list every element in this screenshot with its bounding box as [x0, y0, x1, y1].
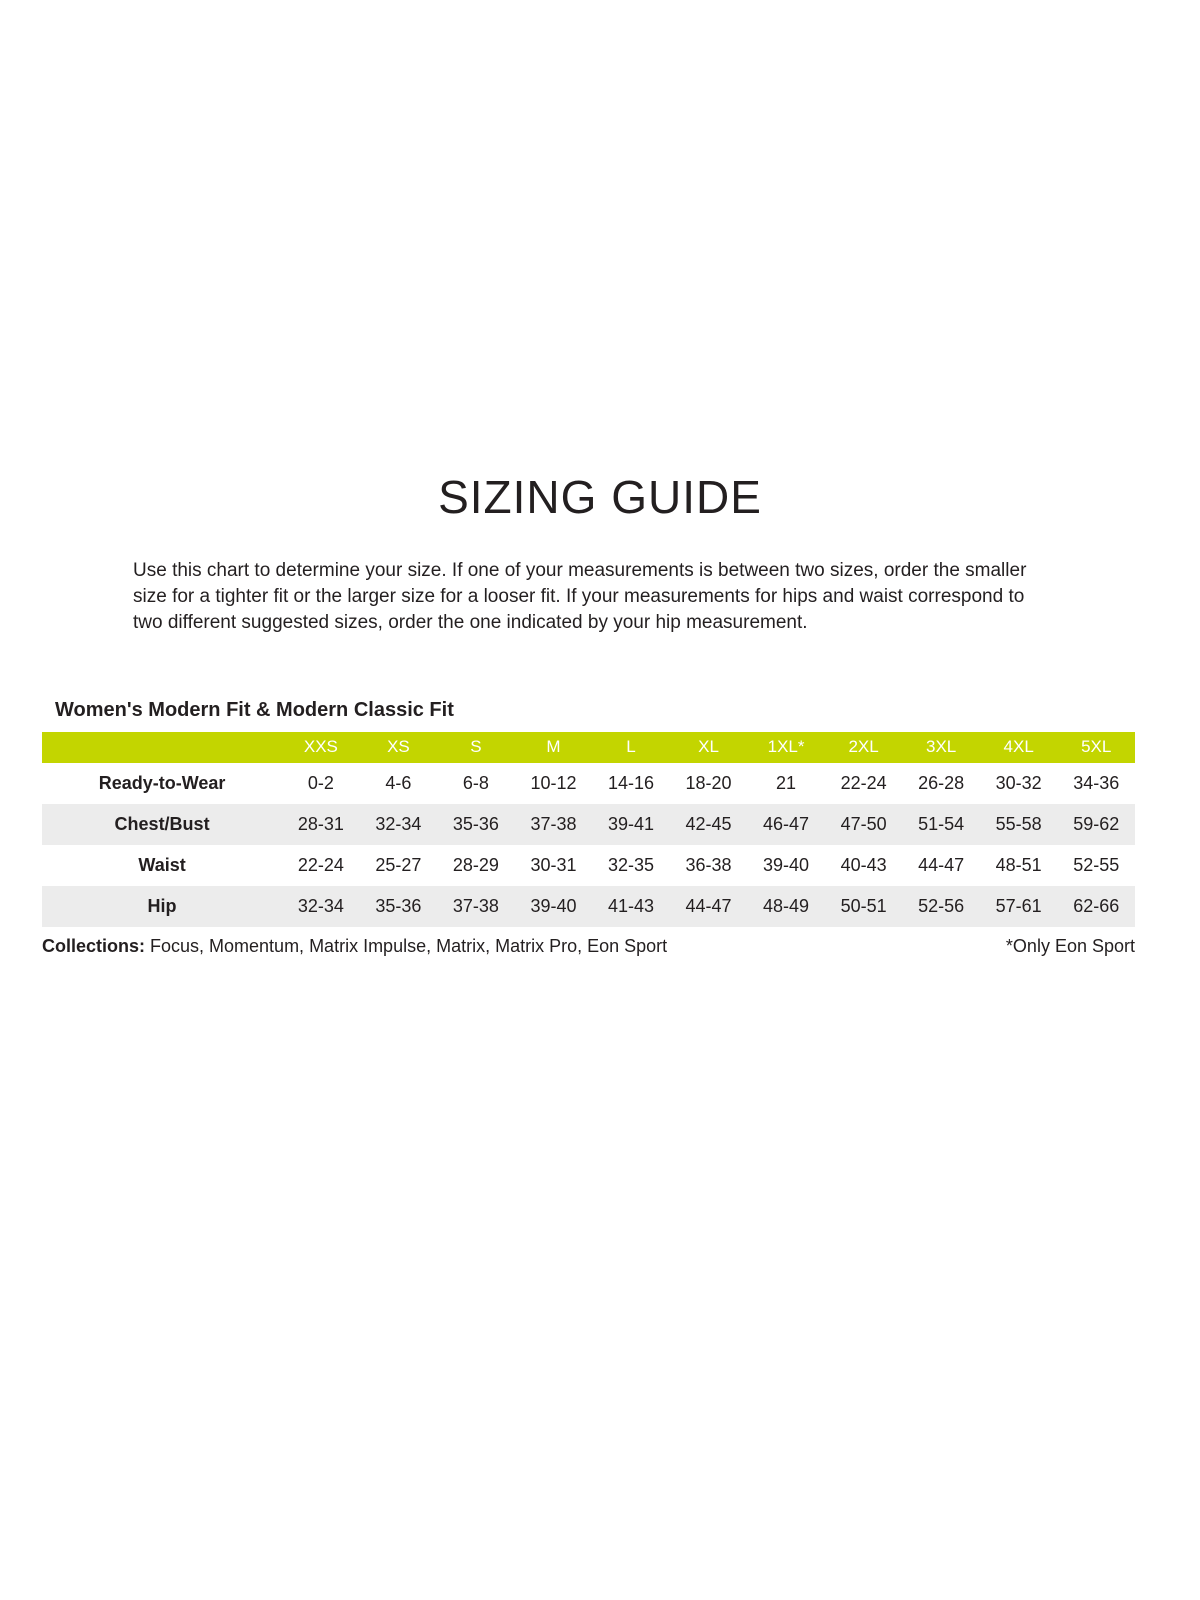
- size-value: 28-29: [452, 854, 499, 875]
- size-header: 5XL: [1081, 737, 1112, 757]
- size-value: 36-38: [685, 854, 732, 875]
- size-value: 57-61: [995, 895, 1042, 916]
- size-header: XS: [387, 737, 410, 757]
- size-value: 41-43: [607, 895, 655, 916]
- table-row-waist: [42, 845, 1135, 886]
- size-value: 42-45: [685, 813, 732, 834]
- size-value: 6-8: [462, 772, 489, 793]
- size-header: L: [626, 737, 636, 757]
- size-value: 52-55: [1073, 854, 1120, 875]
- size-value: 47-50: [840, 813, 887, 834]
- size-value: 4-6: [385, 772, 412, 793]
- table-row-ready-to-wear: [42, 763, 1135, 804]
- size-header: 4XL: [1003, 737, 1034, 757]
- footnote: *Only Eon Sport: [1005, 935, 1135, 956]
- row-label: Waist: [138, 854, 186, 875]
- size-value: 25-27: [375, 854, 422, 875]
- size-value: 34-36: [1073, 772, 1120, 793]
- size-header: XL: [698, 737, 719, 757]
- table-row-chest-bust: [42, 804, 1135, 845]
- table-row-hip: [42, 886, 1135, 927]
- size-value: 39-41: [607, 813, 655, 834]
- size-header: XXS: [303, 737, 338, 757]
- row-label: Ready-to-Wear: [98, 772, 226, 793]
- size-header: M: [546, 737, 561, 757]
- collections-label: Collections:: [42, 935, 146, 956]
- size-value: 44-47: [685, 895, 732, 916]
- section-title: Women's Modern Fit & Modern Classic Fit: [55, 698, 454, 721]
- size-value: 48-49: [763, 895, 810, 916]
- size-header: 3XL: [926, 737, 957, 757]
- size-chart-table: [42, 732, 1135, 927]
- size-header-row: [42, 732, 1135, 763]
- size-value: 14-16: [607, 772, 655, 793]
- size-value: 18-20: [685, 772, 732, 793]
- size-value: 55-58: [995, 813, 1042, 834]
- size-value: 62-66: [1073, 895, 1120, 916]
- size-value: 59-62: [1073, 813, 1120, 834]
- page-title: SIZING GUIDE: [438, 471, 762, 523]
- size-value: 30-31: [530, 854, 577, 875]
- size-value: 30-32: [995, 772, 1042, 793]
- size-value: 22-24: [840, 772, 887, 793]
- size-value: 32-34: [375, 813, 422, 834]
- collections-text: [42, 936, 667, 957]
- size-value: 40-43: [840, 854, 887, 875]
- size-header: 1XL*: [767, 737, 805, 757]
- size-value: 46-47: [763, 813, 810, 834]
- collections-list: Focus, Momentum, Matrix Impulse, Matrix, Matrix Pro, Eon Sport: [145, 935, 668, 956]
- size-value: 35-36: [375, 895, 422, 916]
- size-value: 22-24: [297, 854, 344, 875]
- size-value: 28-31: [297, 813, 344, 834]
- size-value: 50-51: [840, 895, 887, 916]
- size-value: 37-38: [452, 895, 499, 916]
- size-value: 39-40: [530, 895, 577, 916]
- size-value: 10-12: [530, 772, 577, 793]
- size-value: 32-34: [297, 895, 344, 916]
- size-value: 51-54: [918, 813, 965, 834]
- size-value: 0-2: [307, 772, 334, 793]
- size-value: 35-36: [452, 813, 499, 834]
- size-value: 39-40: [763, 854, 810, 875]
- row-label: Chest/Bust: [114, 813, 210, 834]
- size-value: 26-28: [918, 772, 965, 793]
- size-value: 32-35: [607, 854, 655, 875]
- size-header: S: [470, 737, 482, 757]
- size-value: 37-38: [530, 813, 577, 834]
- collections-line: [42, 936, 1135, 957]
- size-value: 44-47: [918, 854, 965, 875]
- intro-paragraph: Use this chart to determine your size. If one of your measurements is between two sizes, order the smaller size for a tighter fit or the larger size for a looser fit. If your measurements for hips and waist correspond to two different suggested sizes, order the one indicated by your hip measurement.: [133, 560, 1027, 634]
- row-label: Hip: [147, 895, 177, 916]
- size-value: 48-51: [995, 854, 1042, 875]
- size-header: 2XL: [848, 737, 879, 757]
- size-value: 21: [776, 772, 797, 793]
- size-value: 52-56: [918, 895, 965, 916]
- header-empty-cell: [42, 732, 282, 763]
